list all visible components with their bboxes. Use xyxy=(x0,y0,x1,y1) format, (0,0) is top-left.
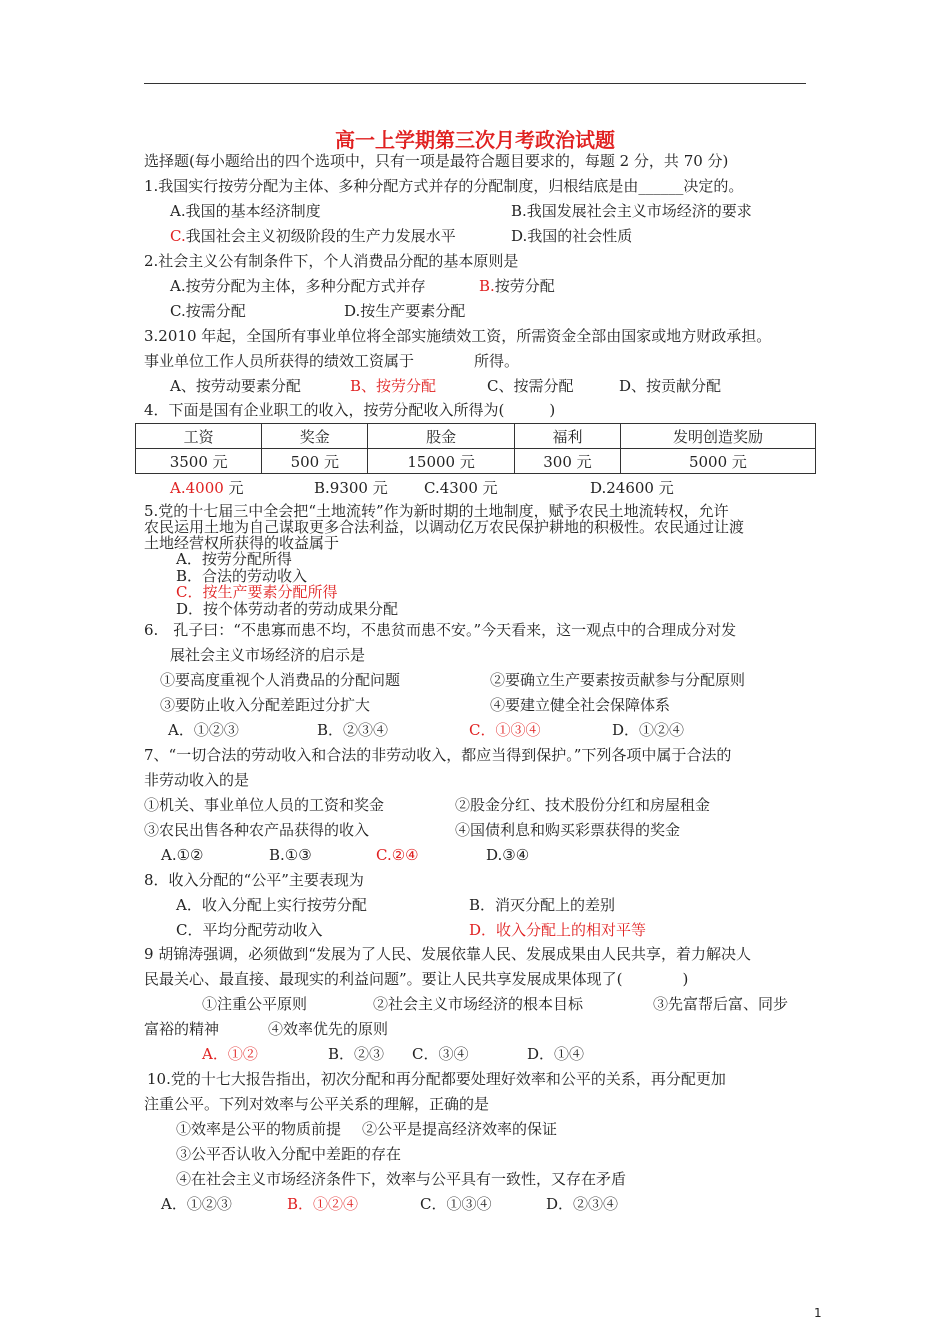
q10-item-1: ①效率是公平的物质前提 xyxy=(176,1120,342,1138)
q7-stem-1: 7、“一切合法的劳动收入和合法的非劳动收入，都应当得到保护。”下列各项中属于合法的 xyxy=(144,746,732,764)
q9-option-b: B．②③ xyxy=(328,1045,385,1063)
q6-stem-2: 展社会主义市场经济的启示是 xyxy=(170,646,366,664)
q4-stem: 4．下面是国有企业职工的收入，按劳分配收入所得为( ) xyxy=(144,401,556,419)
q1-option-a: A.我国的基本经济制度 xyxy=(170,202,321,220)
table-cell: 5000 元 xyxy=(620,449,815,474)
q8-option-b: B．消灭分配上的差别 xyxy=(469,896,616,914)
table-header-cell: 股金 xyxy=(368,424,515,449)
q7-item-4: ④国债利息和购买彩票获得的奖金 xyxy=(455,821,681,839)
section-intro: 选择题(每小题给出的四个选项中，只有一项是最符合题目要求的，每题 2 分，共 70 分) xyxy=(144,152,729,170)
header-rule xyxy=(144,83,806,84)
q3-option-a: A、按劳动要素分配 xyxy=(170,377,301,395)
q10-item-4: ④在社会主义市场经济条件下，效率与公平具有一致性，又存在矛盾 xyxy=(176,1170,627,1188)
table-cell: 15000 元 xyxy=(368,449,515,474)
q7-stem-2: 非劳动收入的是 xyxy=(144,771,250,789)
q9-stem-2: 民最关心、最直接、最现实的利益问题”。要让人民共享发展成果体现了( ) xyxy=(144,970,689,988)
q2-option-a: A.按劳分配为主体，多种分配方式并存 xyxy=(170,277,426,295)
q10-stem-2: 注重公平。下列对效率与公平关系的理解，正确的是 xyxy=(144,1095,490,1113)
q1-option-d: D.我国的社会性质 xyxy=(511,227,633,245)
q6-item-3: ③要防止收入分配差距过分扩大 xyxy=(160,696,371,714)
q2-option-d: D.按生产要素分配 xyxy=(344,302,466,320)
q10-stem-1: 10.党的十七大报告指出，初次分配和再分配都要处理好效率和公平的关系，再分配更加 xyxy=(147,1070,726,1088)
q4-option-a: A.4000 元 xyxy=(170,479,244,497)
income-table xyxy=(135,423,816,474)
q5-stem-3: 土地经营权所获得的收益属于 xyxy=(144,534,340,552)
q9-option-c: C．③④ xyxy=(412,1045,469,1063)
q9-option-a: A．①② xyxy=(202,1045,258,1063)
q10-option-d: D．②③④ xyxy=(546,1195,619,1213)
q5-option-a: A．按劳分配所得 xyxy=(176,550,292,568)
q9-item-2: ②社会主义市场经济的根本目标 xyxy=(373,995,584,1013)
q7-option-c: C.②④ xyxy=(376,846,419,864)
q6-item-2: ②要确立生产要素按贡献参与分配原则 xyxy=(490,671,746,689)
q1-option-c: C.我国社会主义初级阶段的生产力发展水平 xyxy=(170,227,456,245)
page-title: 高一上学期第三次月考政治试题 xyxy=(335,128,615,152)
table-header-row xyxy=(136,424,816,449)
q10-option-c: C．①③④ xyxy=(420,1195,492,1213)
q6-option-c: C．①③④ xyxy=(469,721,541,739)
q3-option-c: C、按需分配 xyxy=(487,377,574,395)
q7-option-d: D.③④ xyxy=(486,846,530,864)
q2-option-b: B.按劳分配 xyxy=(479,277,555,295)
q5-option-b: B．合法的劳动收入 xyxy=(176,567,308,585)
q8-option-a: A．收入分配上实行按劳分配 xyxy=(176,896,367,914)
q9-item-4: ④效率优先的原则 xyxy=(268,1020,389,1038)
q2-option-c: C.按需分配 xyxy=(170,302,246,320)
q5-stem-2: 农民运用土地为自己谋取更多合法利益，以调动亿万农民保护耕地的积极性。农民通过让渡 xyxy=(144,518,745,536)
q7-item-2: ②股金分红、技术股份分红和房屋租金 xyxy=(455,796,711,814)
q7-item-3: ③农民出售各种农产品获得的收入 xyxy=(144,821,370,839)
q10-item-2: ②公平是提高经济效率的保证 xyxy=(362,1120,558,1138)
q6-item-1: ①要高度重视个人消费品的分配问题 xyxy=(160,671,401,689)
q5-option-c: C．按生产要素分配所得 xyxy=(176,583,338,601)
q6-item-4: ④要建立健全社会保障体系 xyxy=(490,696,671,714)
q4-option-b: B.9300 元 xyxy=(314,479,388,497)
q9-item-3: ③先富帮后富、同步 xyxy=(653,995,789,1013)
table-header-cell: 福利 xyxy=(515,424,621,449)
q8-option-d: D．收入分配上的相对平等 xyxy=(469,921,647,939)
q8-option-c: C．平均分配劳动收入 xyxy=(176,921,323,939)
table-header-cell: 奖金 xyxy=(262,424,368,449)
page-number: 1 xyxy=(814,1306,822,1320)
q10-option-b: B．①②④ xyxy=(287,1195,359,1213)
q6-option-b: B．②③④ xyxy=(317,721,389,739)
q2-answer-mark: B. xyxy=(479,277,495,295)
table-cell: 3500 元 xyxy=(136,449,262,474)
q10-option-a: A．①②③ xyxy=(161,1195,232,1213)
q6-option-d: D．①②④ xyxy=(612,721,685,739)
q1-option-b: B.我国发展社会主义市场经济的要求 xyxy=(511,202,752,220)
q1-answer-mark: C. xyxy=(170,227,186,245)
q5-stem-1: 5.党的十七届三中全会把“土地流转”作为新时期的土地制度，赋予农民土地流转权，允许 xyxy=(144,502,729,520)
q3-stem-1: 3.2010 年起，全国所有事业单位将全部实施绩效工资，所需资金全部由国家或地方财政承担。 xyxy=(144,327,772,345)
q5-option-d: D．按个体劳动者的劳动成果分配 xyxy=(176,600,399,618)
q4-option-c: C.4300 元 xyxy=(424,479,498,497)
table-header-cell: 发明创造奖励 xyxy=(620,424,815,449)
table-cell: 500 元 xyxy=(262,449,368,474)
q9-option-d: D．①④ xyxy=(527,1045,585,1063)
q3-option-d: D、按贡献分配 xyxy=(619,377,722,395)
q3-option-b: B、按劳分配 xyxy=(350,377,437,395)
q8-stem: 8．收入分配的“公平”主要表现为 xyxy=(144,871,364,889)
q9-item-1: ①注重公平原则 xyxy=(202,995,308,1013)
q3-stem-2: 事业单位工作人员所获得的绩效工资属于 所得。 xyxy=(144,352,520,370)
q4-answer-mark: A.4000 xyxy=(170,479,224,497)
q7-option-b: B.①③ xyxy=(269,846,312,864)
q6-option-a: A．①②③ xyxy=(168,721,239,739)
q4-option-d: D.24600 元 xyxy=(590,479,674,497)
q1-stem: 1.我国实行按劳分配为主体、多种分配方式并存的分配制度，归根结底是由______决定的。 xyxy=(144,177,744,195)
q10-item-3: ③公平否认收入分配中差距的存在 xyxy=(176,1145,402,1163)
q6-stem-1: 6. 孔子曰：“不患寡而患不均，不患贫而患不安。”今天看来，这一观点中的合理成分对发 xyxy=(144,621,737,639)
table-cell: 300 元 xyxy=(515,449,621,474)
table-row xyxy=(136,449,816,474)
q2-stem: 2.社会主义公有制条件下，个人消费品分配的基本原则是 xyxy=(144,252,519,270)
q7-item-1: ①机关、事业单位人员的工资和奖金 xyxy=(144,796,385,814)
q9-item-3-cont: 富裕的精神 xyxy=(144,1020,220,1038)
q7-option-a: A.①② xyxy=(161,846,204,864)
q9-stem-1: 9 胡锦涛强调，必须做到“发展为了人民、发展依靠人民、发展成果由人民共享，着力解决人 xyxy=(144,945,751,963)
table-header-cell: 工资 xyxy=(136,424,262,449)
